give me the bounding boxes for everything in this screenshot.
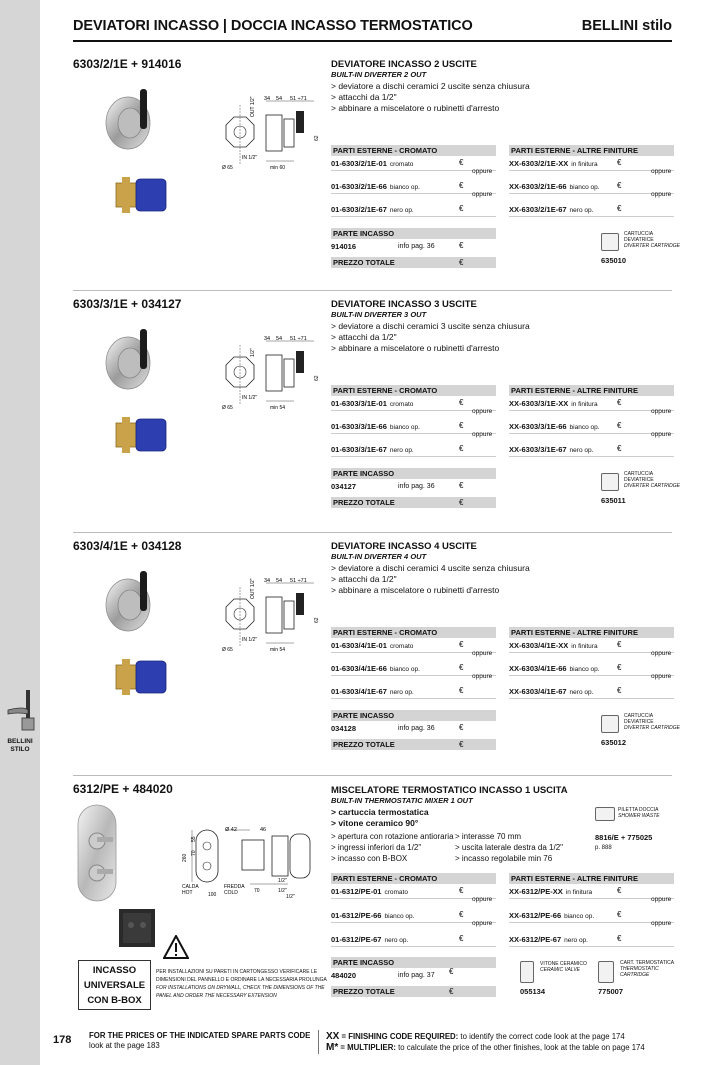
- brand-name: BELLINI stilo: [581, 18, 672, 34]
- other-finish-row: XX-6303/4/1E-XX in finitura: [509, 641, 598, 650]
- shower-waste-page: p. 888: [595, 845, 612, 851]
- euro-sign: €: [617, 444, 622, 453]
- other-finish-row: XX-6303/4/1E-66 bianco op.: [509, 664, 600, 673]
- section-divider: [73, 532, 672, 533]
- row-rule: [509, 410, 674, 411]
- cartridge-icon: [601, 233, 619, 251]
- euro-sign: €: [459, 686, 464, 695]
- internal-part-row: 034127 info pag. 36: [331, 482, 435, 491]
- chrome-row: 01-6312/PE-67 nero op.: [331, 935, 409, 944]
- section-divider: [73, 775, 672, 776]
- row-rule: [509, 652, 674, 653]
- internal-part-row: 914016 info pag. 36: [331, 242, 435, 251]
- chrome-row: 01-6312/PE-66 bianco op.: [331, 911, 415, 920]
- drawing-46: 46: [260, 827, 267, 833]
- euro-sign: €: [459, 481, 464, 490]
- row-rule: [509, 898, 674, 899]
- drawing-51-71: 51 ÷71: [290, 96, 307, 102]
- drawing-min: min 60: [270, 165, 286, 171]
- euro-sign: €: [617, 204, 622, 213]
- internal-part-row: 484020 info pag. 37: [331, 971, 435, 980]
- thermostatic-cartridge-code: 775007: [598, 987, 624, 996]
- drawing-dia: Ø 65: [222, 647, 233, 653]
- drawing-34: 34: [264, 336, 271, 342]
- mixer-code: 6312/PE + 484020: [73, 782, 173, 796]
- euro-sign: €: [459, 241, 464, 250]
- drawing-1-2: 1/2": [278, 888, 287, 894]
- chrome-row: 01-6303/2/1E-01 cromato: [331, 159, 414, 168]
- mixer-plate-image: [70, 803, 140, 903]
- product-code: 6303/2/1E + 914016: [73, 57, 182, 71]
- row-rule: [509, 946, 674, 947]
- row-rule: [331, 698, 496, 699]
- product-description: DEVIATORE INCASSO 4 USCITE BUILT-IN DIVERTER 4 OUT > deviatore a dischi ceramici 4 uscite senza chiusura > attacchi da 1/2" > abbinare a miscelatore o rubinetti d'arresto: [331, 541, 530, 595]
- chrome-header: PARTI ESTERNE - CROMATO: [331, 627, 496, 638]
- oppure-label: oppure: [472, 431, 493, 438]
- bbox-image: [113, 905, 163, 953]
- oppure-label: oppure: [472, 191, 493, 198]
- row-rule: [509, 216, 674, 217]
- other-finish-row: XX-6303/3/1E-67 nero op.: [509, 445, 594, 454]
- drawing-34: 34: [264, 578, 271, 584]
- euro-sign: €: [459, 886, 464, 895]
- row-rule: [509, 170, 674, 171]
- header-rule: [73, 40, 672, 42]
- drawing-62: 62: [314, 375, 320, 381]
- row-rule: [509, 193, 674, 194]
- chrome-header: PARTI ESTERNE - CROMATO: [331, 145, 496, 156]
- euro-sign: €: [459, 640, 464, 649]
- drawing-out: OUT 1/2": [250, 96, 256, 117]
- internal-part-header: PARTE INCASSO: [331, 957, 496, 968]
- mixer-description: MISCELATORE TERMOSTATICO INCASSO 1 USCITA BUILT-IN THERMOSTATIC MIXER 1 OUT > cartuccia termostatica > vitone ceramico 90°: [331, 785, 568, 828]
- euro-sign: €: [617, 398, 622, 407]
- page-number: 178: [53, 1034, 72, 1046]
- diverter-product-image: [100, 567, 170, 642]
- chrome-row: 01-6303/2/1E-67 nero op.: [331, 205, 414, 214]
- euro-sign: €: [459, 723, 464, 732]
- drawing-in: IN 1/2": [242, 637, 258, 643]
- internal-part-header: PARTE INCASSO: [331, 228, 496, 239]
- sidebar-label: BELLINI STILO: [7, 738, 33, 753]
- oppure-label: oppure: [472, 408, 493, 415]
- product-description: DEVIATORE INCASSO 3 USCITE BUILT-IN DIVERTER 3 OUT > deviatore a dischi ceramici 3 uscite senza chiusura > attacchi da 1/2" > abbinare a miscelatore o rubinetti d'arresto: [331, 299, 530, 353]
- drawing-1-2-side: 1/2": [278, 878, 287, 884]
- row-rule: [509, 433, 674, 434]
- diverter-body-image: [114, 175, 174, 217]
- footer-legend: XX = FINISHING CODE REQUIRED: to identify the correct code look at the page 174 M* = MULTIPLIER: to calculate the price of the other finishes, look at the table on page 174: [326, 1031, 645, 1053]
- drawing-hot: HOT: [182, 890, 193, 896]
- drawing-calda: CALDA: [182, 884, 199, 890]
- side-band: [0, 0, 40, 1065]
- cartridge-label: CARTUCCIA DEVIATRICE DIVERTER CARTRIDGE: [624, 713, 680, 731]
- other-finishes-header: PARTI ESTERNE - ALTRE FINITURE: [509, 145, 674, 156]
- chrome-row: 01-6303/3/1E-66 bianco op.: [331, 422, 420, 431]
- shower-waste-code: 8816/E + 775025: [595, 833, 653, 842]
- chrome-row: 01-6303/4/1E-66 bianco op.: [331, 664, 420, 673]
- cartridge-icon: [601, 715, 619, 733]
- drawing-70v: 70: [191, 850, 197, 856]
- drawing-54: 54: [276, 336, 283, 342]
- other-finish-row: XX-6312/PE-66 bianco op.: [509, 911, 595, 920]
- drawing-1-2-b: 1/2": [286, 894, 295, 900]
- total-price-row: PREZZO TOTALE: [331, 986, 496, 997]
- oppure-label: oppure: [651, 408, 672, 415]
- chrome-row: 01-6303/3/1E-01 cromato: [331, 399, 414, 408]
- drawing-51-71: 51 ÷71: [290, 336, 307, 342]
- chrome-row: 01-6303/4/1E-67 nero op.: [331, 687, 414, 696]
- other-finish-row: XX-6303/2/1E-66 bianco op.: [509, 182, 600, 191]
- euro-sign: €: [459, 398, 464, 407]
- euro-sign: €: [459, 258, 464, 267]
- footer-divider: [318, 1030, 319, 1054]
- chrome-row: 01-6303/4/1E-01 cromato: [331, 641, 414, 650]
- chrome-row: 01-6303/2/1E-66 bianco op.: [331, 182, 420, 191]
- diverter-product-image: [100, 85, 170, 160]
- diverter-body-image: [114, 657, 174, 699]
- euro-sign: €: [459, 204, 464, 213]
- drywall-warning: PER INSTALLAZIONI SU PARETI IN CARTONGESSO VERIFICARE LE DIMENSIONI DEL PANNELLO E ORDINARE LA NECESSARIA PROLUNGA FOR INSTALLATIONS ON DRYWALL, CHECK THE DIMENSIONS OF THE PANEL AND ORDER THE NECESSARY EXTENSION: [156, 969, 327, 999]
- euro-sign: €: [617, 910, 622, 919]
- drawing-51-71: 51 ÷71: [290, 578, 307, 584]
- euro-sign: €: [617, 663, 622, 672]
- diverter-technical-drawing: [214, 95, 324, 177]
- oppure-label: oppure: [472, 650, 493, 657]
- oppure-label: oppure: [651, 896, 672, 903]
- diverter-technical-drawing: [214, 577, 324, 659]
- row-rule: [509, 456, 674, 457]
- euro-sign: €: [617, 640, 622, 649]
- chrome-header: PARTI ESTERNE - CROMATO: [331, 385, 496, 396]
- drawing-cold: COLD: [224, 890, 238, 896]
- other-finish-row: XX-6312/PE-67 nero op.: [509, 935, 588, 944]
- oppure-label: oppure: [472, 673, 493, 680]
- euro-sign: €: [617, 158, 622, 167]
- drawing-54: 54: [276, 578, 283, 584]
- drawing-out: 1/2": [250, 348, 256, 357]
- drawing-in: IN 1/2": [242, 155, 258, 161]
- chrome-row: 01-6303/3/1E-67 nero op.: [331, 445, 414, 454]
- drawing-70: 70: [254, 888, 260, 894]
- oppure-label: oppure: [472, 920, 493, 927]
- warning-icon: [163, 935, 189, 959]
- mixer-features-left: > apertura con rotazione antioraria > ingressi inferiori da 1/2" > incasso con B-BOX: [331, 832, 454, 863]
- oppure-label: oppure: [651, 673, 672, 680]
- drawing-62: 62: [314, 135, 320, 141]
- drawing-min: min 54: [270, 647, 286, 653]
- oppure-label: oppure: [651, 920, 672, 927]
- ceramic-valve-label: VITONE CERAMICO CERAMIC VALVE: [540, 961, 587, 973]
- other-finishes-header: PARTI ESTERNE - ALTRE FINITURE: [509, 385, 674, 396]
- row-rule: [509, 698, 674, 699]
- euro-sign: €: [459, 910, 464, 919]
- chrome-header: PARTI ESTERNE - CROMATO: [331, 873, 496, 884]
- product-code: 6303/4/1E + 034128: [73, 539, 182, 553]
- thermostatic-cartridge-label: CART. TERMOSTATICA THERMOSTATIC CARTRIDGE: [620, 960, 675, 978]
- drawing-55: 55: [191, 836, 197, 842]
- diverter-technical-drawing: [214, 335, 324, 417]
- euro-sign: €: [449, 967, 454, 976]
- row-rule: [509, 675, 674, 676]
- mixer-features-right: > interasse 70 mm > uscita laterale destra da 1/2" > incasso regolabile min 76: [455, 832, 564, 863]
- oppure-label: oppure: [651, 168, 672, 175]
- euro-sign: €: [459, 663, 464, 672]
- oppure-label: oppure: [472, 896, 493, 903]
- thermostatic-cartridge-icon: [598, 961, 614, 983]
- drawing-dia: Ø 42: [225, 827, 237, 833]
- other-finishes-header: PARTI ESTERNE - ALTRE FINITURE: [509, 627, 674, 638]
- ceramic-valve-code: 055134: [520, 987, 546, 996]
- total-price-row: PREZZO TOTALE: [331, 497, 496, 508]
- faucet-icon: [4, 688, 38, 732]
- drawing-260: 260: [182, 853, 188, 862]
- euro-sign: €: [617, 686, 622, 695]
- diverter-body-image: [114, 415, 174, 457]
- other-finishes-header: PARTI ESTERNE - ALTRE FINITURE: [509, 873, 674, 884]
- drawing-100: 100: [208, 892, 217, 898]
- euro-sign: €: [617, 934, 622, 943]
- euro-sign: €: [459, 181, 464, 190]
- oppure-label: oppure: [651, 650, 672, 657]
- euro-sign: €: [459, 421, 464, 430]
- row-rule: [331, 456, 496, 457]
- shower-waste-icon: [595, 807, 615, 821]
- diverter-product-image: [100, 325, 170, 400]
- row-rule: [509, 922, 674, 923]
- euro-sign: €: [617, 181, 622, 190]
- section-divider: [73, 290, 672, 291]
- other-finish-row: XX-6303/4/1E-67 nero op.: [509, 687, 594, 696]
- cartridge-code: 635010: [601, 256, 627, 265]
- other-finish-row: XX-6303/3/1E-66 bianco op.: [509, 422, 600, 431]
- total-price-row: PREZZO TOTALE: [331, 257, 496, 268]
- chrome-row: 01-6312/PE-01 cromato: [331, 887, 408, 896]
- row-rule: [331, 946, 496, 947]
- internal-part-header: PARTE INCASSO: [331, 468, 496, 479]
- internal-part-row: 034128 info pag. 36: [331, 724, 435, 733]
- mixer-technical-drawing: [180, 822, 320, 902]
- other-finish-row: XX-6303/2/1E-XX in finitura: [509, 159, 598, 168]
- drawing-62: 62: [314, 617, 320, 623]
- other-finish-row: XX-6303/2/1E-67 nero op.: [509, 205, 594, 214]
- page-title: DEVIATORI INCASSO | DOCCIA INCASSO TERMOSTATICO: [73, 18, 473, 34]
- drawing-fredda: FREDDA: [224, 884, 245, 890]
- drawing-dia: Ø 65: [222, 405, 233, 411]
- drawing-in: IN 1/2": [242, 395, 258, 401]
- cartridge-code: 635011: [601, 496, 626, 505]
- euro-sign: €: [459, 740, 464, 749]
- drawing-34: 34: [264, 96, 271, 102]
- oppure-label: oppure: [472, 168, 493, 175]
- internal-part-header: PARTE INCASSO: [331, 710, 496, 721]
- drawing-min: min 54: [270, 405, 286, 411]
- shower-waste-label: PILETTA DOCCIA SHOWER WASTE: [618, 807, 660, 819]
- cartridge-label: CARTUCCIA DEVIATRICE DIVERTER CARTRIDGE: [624, 471, 680, 489]
- euro-sign: €: [617, 886, 622, 895]
- drawing-dia: Ø 65: [222, 165, 233, 171]
- universal-bbox-label: INCASSO UNIVERSALE CON B-BOX: [78, 960, 151, 1010]
- footer-spare-parts-note: FOR THE PRICES OF THE INDICATED SPARE PARTS CODE look at the page 183: [89, 1031, 311, 1050]
- oppure-label: oppure: [651, 191, 672, 198]
- cartridge-icon: [601, 473, 619, 491]
- other-finish-row: XX-6312/PE-XX in finitura: [509, 887, 593, 896]
- product-code: 6303/3/1E + 034127: [73, 297, 182, 311]
- drawing-54: 54: [276, 96, 283, 102]
- euro-sign: €: [459, 444, 464, 453]
- oppure-label: oppure: [651, 431, 672, 438]
- row-rule: [331, 216, 496, 217]
- euro-sign: €: [459, 498, 464, 507]
- cartridge-code: 635012: [601, 738, 627, 747]
- euro-sign: €: [459, 158, 464, 167]
- other-finish-row: XX-6303/3/1E-XX in finitura: [509, 399, 598, 408]
- cartridge-label: CARTUCCIA DEVIATRICE DIVERTER CARTRIDGE: [624, 231, 680, 249]
- total-price-row: PREZZO TOTALE: [331, 739, 496, 750]
- euro-sign: €: [617, 421, 622, 430]
- drawing-out: OUT 1/2": [250, 578, 256, 599]
- euro-sign: €: [459, 934, 464, 943]
- product-description: DEVIATORE INCASSO 2 USCITE BUILT-IN DIVERTER 2 OUT > deviatore a dischi ceramici 2 uscite senza chiusura > attacchi da 1/2" > abbinare a miscelatore o rubinetti d'arresto: [331, 59, 530, 113]
- ceramic-valve-icon: [520, 961, 534, 983]
- euro-sign: €: [449, 987, 454, 996]
